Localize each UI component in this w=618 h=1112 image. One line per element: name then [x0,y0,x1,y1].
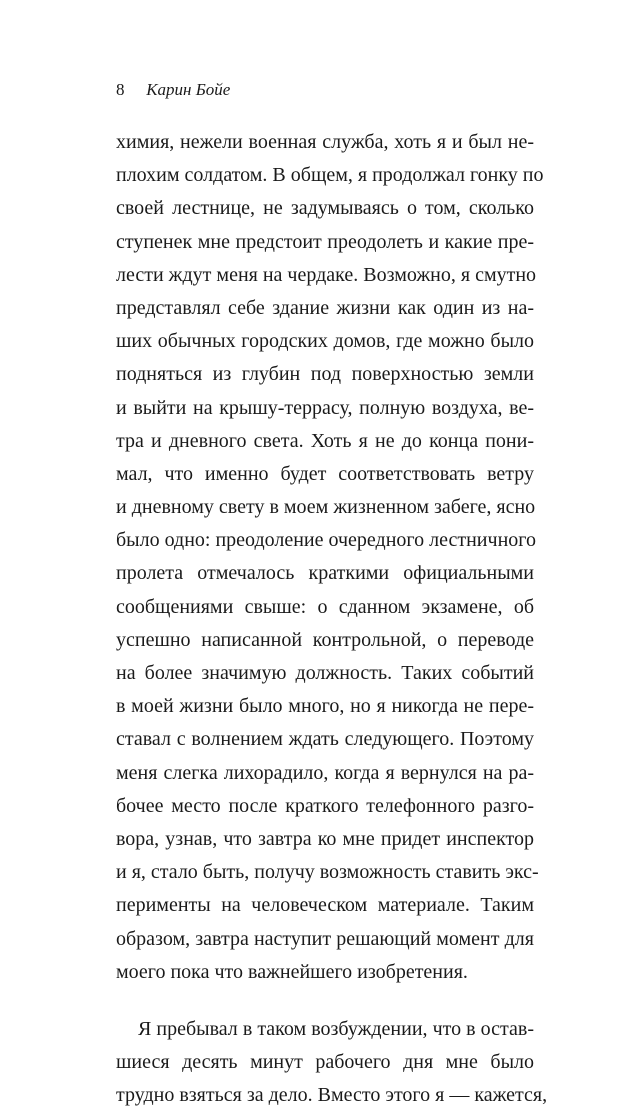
text-line: перименты на человеческом материале. Таким [116,894,534,917]
text-line: Я пребывал в таком возбуждении, что в остав- [138,1017,534,1040]
text-line: мал, что именно будет соответствовать ветру [116,462,534,485]
text-line: ставал с волнением ждать следующего. Поэтому [116,728,534,751]
text-line: ступенек мне предстоит преодолеть и какие пре- [116,230,534,253]
body-text [116,126,548,1112]
text-line: представлял себе здание жизни как один из на- [116,296,534,319]
text-line: подняться из глубин под поверхностью земли [116,363,534,386]
text-line: химия, нежели военная служба, хоть я и был не- [116,131,534,153]
text-line: тра и дневного света. Хоть я не до конца пони- [116,429,534,452]
text-line: и выйти на крышу-террасу, полную воздуха, ве- [116,396,534,419]
text-line: пролета отмечалось краткими официальными [116,562,534,585]
text-line: шиеся десять минут рабочего дня мне было [116,1051,534,1074]
text-line: сообщениями свыше: о сданном экзамене, об [116,595,534,618]
page-number: 8 [116,80,125,99]
text-line: лести ждут меня на чердаке. Возможно, я смутно [116,263,537,286]
text-line: образом, завтра наступит решающий момент для [116,927,534,950]
running-header [116,80,230,100]
text-line: и дневному свету в моем жизненном забеге, ясно [116,496,536,519]
text-line: в моей жизни было много, но я никогда не пере- [116,695,534,718]
text-line: меня слегка лихорадило, когда я вернулся на ра- [116,761,534,784]
text-line: и я, стало быть, получу возможность ставить экс- [116,861,539,884]
text-line: было одно: преодоление очередного лестничного [116,529,536,552]
text-line: на более значимую должность. Таких событий [116,662,534,684]
text-line: моего пока что важнейшего изобретения. [116,960,468,983]
paragraph-gap [116,989,534,1013]
text-line: плохим солдатом. В общем, я продолжал гонку по [116,164,544,187]
text-line: ших обычных городских домов, где можно было [116,330,534,353]
paragraph [116,1013,548,1112]
text-line: бочее место после краткого телефонного разго- [116,794,534,817]
text-line: успешно написанной контрольной, о переводе [116,628,534,651]
text-line: своей лестнице, не задумываясь о том, сколько [116,197,534,220]
text-line: трудно взяться за дело. Вместо этого я — кажется, [116,1084,548,1107]
paragraph [116,126,544,989]
running-head-author: Карин Бойе [146,80,231,99]
text-line: вора, узнав, что завтра ко мне придет инспектор [116,827,534,850]
